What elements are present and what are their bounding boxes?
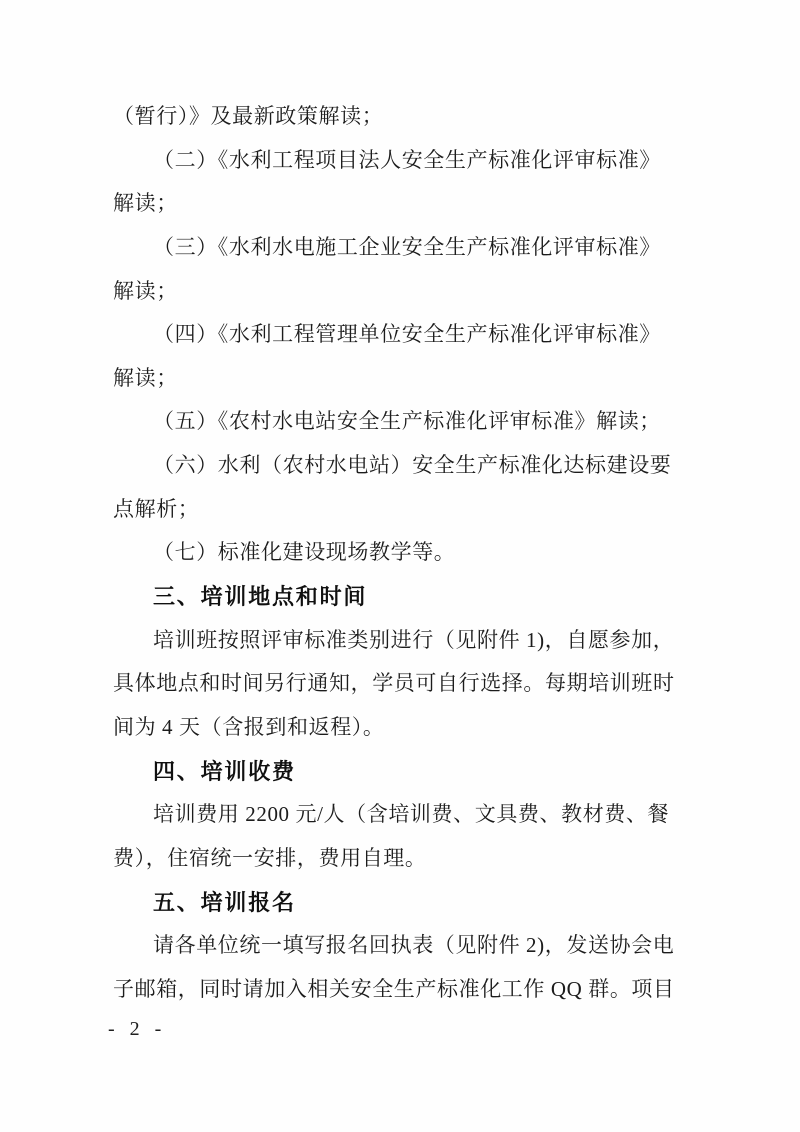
text-line: （四）《水利工程管理单位安全生产标准化评审标准》 xyxy=(153,322,661,347)
text-line: （二）《水利工程项目法人安全生产标准化评审标准》 xyxy=(153,147,661,172)
text-line: （五）《农村水电站安全生产标准化评审标准》解读； xyxy=(153,409,661,434)
text-line: 子邮箱，同时请加入相关安全生产标准化工作 QQ 群。项目 xyxy=(113,976,675,1001)
page-number: - 2 - xyxy=(108,1018,167,1040)
text-line: 解读； xyxy=(113,191,178,216)
text-line: 解读； xyxy=(113,278,178,303)
text-line: 点解析； xyxy=(113,496,200,521)
section-heading: 三、培训地点和时间 xyxy=(153,584,368,610)
text-line: 具体地点和时间另行通知，学员可自行选择。每期培训班时 xyxy=(113,671,675,696)
document-body xyxy=(113,95,679,1011)
text-line: （三）《水利水电施工企业安全生产标准化评审标准》 xyxy=(153,234,661,259)
text-line: （暂行）》及最新政策解读； xyxy=(113,104,384,128)
text-line: （七）标准化建设现场教学等。 xyxy=(153,540,456,565)
section-heading: 四、培训收费 xyxy=(153,758,296,784)
text-line: 请各单位统一填写报名回执表（见附件 2)，发送协会电 xyxy=(153,933,675,958)
text-line: 解读； xyxy=(113,365,178,390)
text-line: 费），住宿统一安排，费用自理。 xyxy=(113,845,427,870)
text-line: 间为 4 天（含报到和返程）。 xyxy=(113,714,385,739)
text-line: 培训班按照评审标准类别进行（见附件 1)，自愿参加， xyxy=(153,627,675,652)
text-line: 培训费用 2200 元/人（含培训费、文具费、教材费、餐 xyxy=(153,802,670,827)
text-line: （六）水利（农村水电站）安全生产标准化达标建设要 xyxy=(153,453,672,478)
section-heading: 五、培训报名 xyxy=(153,889,296,915)
